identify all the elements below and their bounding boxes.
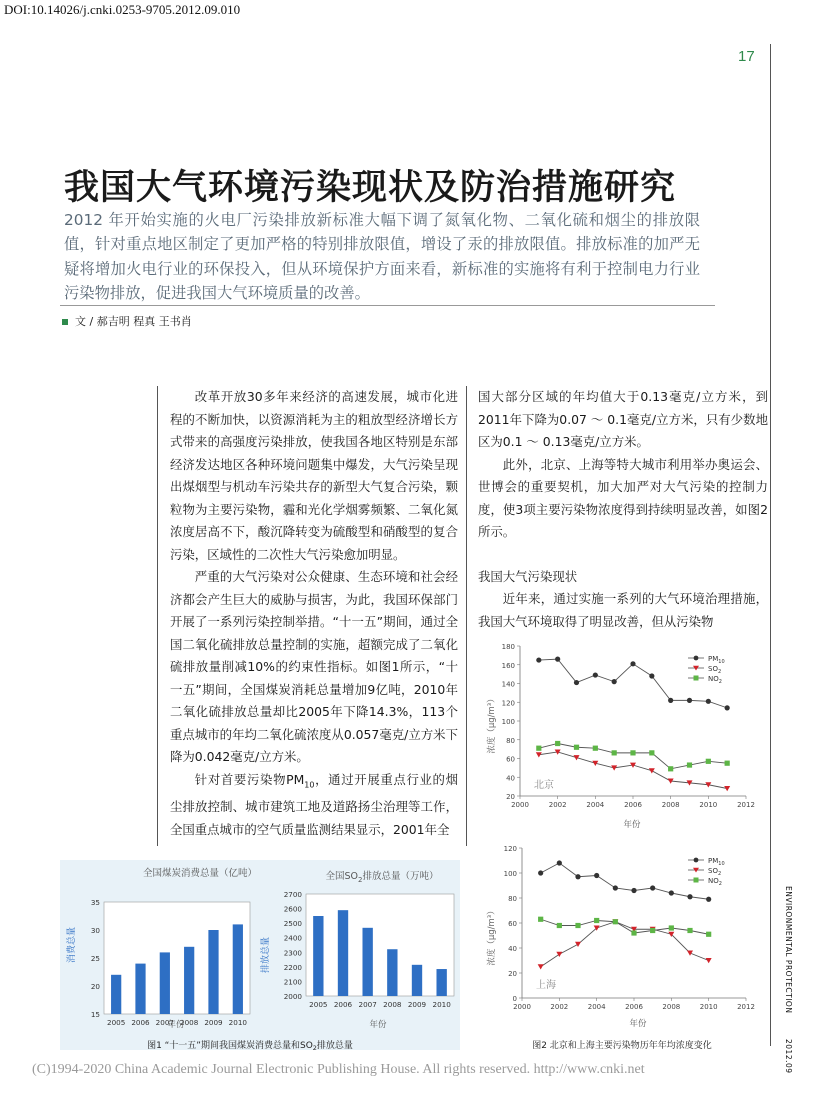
y-tick-label: 0	[512, 995, 517, 1003]
x-tick-label: 2006	[333, 1000, 353, 1009]
coal-consumption-chart	[65, 867, 257, 1030]
y-tick-label: 120	[501, 699, 515, 708]
x-tick-label: 2007	[155, 1018, 174, 1027]
title-divider	[60, 305, 715, 306]
y-tick-label: 60	[506, 755, 515, 764]
x-tick-label: 2010	[228, 1018, 247, 1027]
data-point-no2	[538, 917, 543, 922]
author-names: 文 / 郝吉明 程真 王书肖	[75, 315, 192, 328]
data-point-pm10	[706, 897, 711, 902]
data-point-no2	[687, 928, 692, 933]
so2-emission-chart	[259, 870, 454, 1030]
series-line-pm10	[539, 659, 727, 708]
data-point-pm10	[574, 680, 579, 685]
region-label: 上海	[536, 980, 556, 991]
y-tick-label: 30	[90, 926, 100, 935]
y-axis-label: 浓度（μg/m³）	[487, 906, 497, 966]
series-line-so2	[541, 922, 709, 967]
y-tick-label: 20	[508, 970, 517, 978]
y-tick-label: 20	[506, 793, 515, 801]
y-tick-label: 40	[506, 774, 515, 783]
x-tick-label: 2007	[358, 1000, 377, 1009]
data-point-pm10	[650, 885, 655, 890]
data-point-so2	[574, 755, 580, 760]
x-axis-label: 年份	[167, 1020, 185, 1030]
data-point-pm10	[612, 679, 617, 684]
data-point-so2	[575, 942, 581, 947]
y-tick-label: 20	[90, 982, 100, 991]
bar	[135, 964, 145, 1014]
y-axis-label: 消费总量	[67, 926, 77, 964]
data-point-pm10	[669, 890, 674, 895]
journal-name: ENVIRONMENTAL PROTECTION	[784, 886, 793, 1014]
data-point-pm10	[538, 870, 543, 875]
data-point-no2	[668, 766, 673, 771]
y-axis-label: 排放总量	[261, 936, 271, 974]
figure-2	[478, 636, 768, 1056]
data-point-no2	[630, 750, 635, 755]
series-line-pm10	[541, 863, 709, 899]
page-number: 17	[738, 48, 755, 65]
data-point-no2	[575, 923, 580, 928]
x-tick-label: 2000	[513, 1003, 531, 1011]
region-label: 北京	[534, 780, 554, 791]
data-point-pm10	[687, 698, 692, 703]
data-point-no2	[725, 761, 730, 766]
x-tick-label: 2012	[737, 1003, 755, 1011]
bar	[338, 910, 348, 996]
bar	[111, 975, 121, 1014]
x-tick-label: 2010	[699, 801, 718, 809]
data-point-so2	[556, 952, 562, 957]
x-tick-label: 2009	[407, 1000, 427, 1009]
data-point-pm10	[631, 888, 636, 893]
legend-label: $PM_{10}$	[708, 655, 725, 665]
legend-label: $SO_2$	[708, 867, 722, 877]
bar	[387, 949, 397, 996]
x-tick-label: 2008	[661, 801, 680, 809]
data-point-pm10	[630, 661, 635, 666]
data-point-no2	[649, 750, 654, 755]
y-tick-label: 180	[501, 643, 515, 651]
y-tick-label: 2500	[283, 919, 302, 929]
y-tick-label: 2600	[283, 904, 302, 914]
figure-2-caption: 图2 北京和上海主要污染物历年年均浓度变化	[532, 1041, 712, 1051]
column-rule-left	[157, 386, 158, 846]
y-tick-label: 2400	[283, 933, 302, 943]
data-point-no2	[594, 918, 599, 923]
data-point-so2	[611, 765, 617, 770]
data-point-so2	[687, 951, 693, 956]
x-tick-label: 2005	[309, 1000, 328, 1009]
data-point-pm10	[555, 657, 560, 662]
green-square-icon	[62, 319, 68, 325]
author-byline	[62, 313, 192, 329]
data-point-pm10	[725, 705, 730, 710]
chart-title: 全国$SO_2$排放总量（万吨）	[325, 871, 439, 884]
data-point-no2	[669, 925, 674, 930]
series-line-so2	[539, 752, 727, 789]
data-point-pm10	[613, 885, 618, 890]
data-point-no2	[574, 745, 579, 750]
x-tick-label: 2006	[131, 1018, 150, 1027]
journal-sidebar	[784, 886, 794, 1074]
x-axis-label: 年份	[623, 820, 641, 830]
x-tick-label: 2010	[432, 1000, 451, 1009]
x-tick-label: 2006	[624, 801, 642, 809]
x-tick-label: 2010	[699, 1003, 718, 1011]
x-tick-label: 2004	[586, 801, 605, 809]
data-point-pm10	[594, 873, 599, 878]
y-tick-label: 40	[508, 945, 517, 953]
plot-area	[306, 894, 454, 996]
paragraph: 近年来，通过实施一系列的大气环境治理措施，我国大气环境取得了明显改善，但从污染物	[478, 591, 768, 629]
x-tick-label: 2004	[587, 1003, 606, 1011]
paragraph: 改革开放30多年来经济的高速发展，城市化进程的不断加快，以资源消耗为主的粗放型经济增长方式带来的高强度污染排放，使我国各地区特别是东部经济发达地区各种环境问题集中爆发，大气污染呈现出煤烟型与机动车污染共存的新型大气复合污染，颗粒物为主要污染物，霾和光化学烟雾频繁、二氧化氮浓度居高不下，酸沉降转变为硫酸型和硝酸型的复合污染，区域性的二次性大气污染愈加明显。	[170, 389, 458, 562]
article-title: 我国大气环境污染现状及防治措施研究	[64, 168, 677, 208]
x-tick-label: 2012	[737, 801, 755, 809]
legend-label: $PM_{10}$	[708, 857, 725, 867]
data-point-no2	[612, 750, 617, 755]
bar	[436, 969, 446, 996]
data-point-no2	[613, 919, 618, 924]
data-point-pm10	[687, 894, 692, 899]
y-axis-label: 浓度（μg/m³）	[487, 694, 497, 754]
y-tick-label: 100	[503, 870, 517, 878]
x-tick-label: 2009	[204, 1018, 223, 1027]
y-tick-label: 120	[503, 845, 517, 853]
paragraph: 严重的大气污染对公众健康、生态环境和社会经济都会产生巨大的威胁与损害，为此，我国环保部门开展了一系列污染控制举措。“十一五”期间，通过全国二氧化硫排放总量控制的实施，超额完成了二氧化硫排放量削减10%的约束性指标。如图1所示，“十一五”期间，全国煤炭消耗总量增加9亿吨，2010年二氧化硫排放总量却比2005年下降14.3%，113个重点城市的年均二氧化硫浓度从0.057毫克/立方米下降为0.042毫克/立方米。	[170, 569, 458, 764]
x-tick-label: 2006	[625, 1003, 643, 1011]
y-tick-label: 100	[501, 718, 515, 726]
y-tick-label: 35	[90, 898, 100, 907]
x-axis-label: 年份	[629, 1019, 647, 1029]
y-tick-label: 2700	[283, 890, 302, 899]
legend-label: $SO_2$	[708, 665, 722, 675]
bar	[412, 965, 422, 996]
legend-marker-no2	[694, 878, 699, 883]
y-tick-label: 2200	[283, 962, 302, 972]
section-heading: 我国大气污染现状	[478, 568, 578, 584]
chart-title: 全国煤炭消费总量（亿吨）	[142, 868, 258, 879]
y-tick-label: 160	[501, 661, 515, 670]
legend-marker-no2	[694, 676, 699, 681]
journal-issue: 2012.09	[784, 1039, 793, 1074]
doi-label: DOI:10.14026/j.cnki.0253-9705.2012.09.010	[4, 2, 241, 17]
body-column-2	[478, 386, 768, 633]
column-rule-middle	[466, 386, 467, 846]
data-point-no2	[687, 762, 692, 767]
data-point-so2	[538, 964, 544, 969]
x-tick-label: 2000	[511, 801, 529, 809]
data-point-so2	[706, 958, 712, 963]
y-tick-label: 2100	[283, 977, 302, 987]
shanghai-chart	[486, 845, 755, 1029]
data-point-pm10	[536, 657, 541, 662]
article-abstract: 2012 年开始实施的火电厂污染排放新标准大幅下调了氮氧化物、二氧化硫和烟尘的排放限值，针对重点地区制定了更加严格的特别排放限值，增设了汞的排放限值。排放标准的加严无疑将增加火电行业的环保投入，但从环境保护方面来看，新标准的实施将有利于控制电力行业污染物排放，促进我国大气环境质量的改善。	[64, 211, 700, 302]
legend-label: $NO_2$	[708, 675, 722, 685]
legend-marker-pm10	[694, 656, 699, 661]
x-tick-label: 2002	[548, 801, 567, 809]
x-axis-label: 年份	[369, 1020, 387, 1030]
legend-label: $NO_2$	[708, 877, 722, 887]
series-line-no2	[541, 919, 709, 934]
data-point-no2	[555, 741, 560, 746]
data-point-pm10	[575, 874, 580, 879]
y-tick-label: 80	[506, 736, 515, 745]
body-column-1	[170, 386, 458, 841]
x-tick-label: 2005	[107, 1018, 126, 1027]
data-point-no2	[557, 923, 562, 928]
y-tick-label: 80	[508, 895, 517, 903]
data-point-so2	[536, 752, 542, 757]
x-tick-label: 2008	[662, 1003, 681, 1011]
data-point-no2	[706, 932, 711, 937]
data-point-pm10	[557, 860, 562, 865]
y-tick-label: 140	[501, 680, 515, 689]
figure-1	[60, 860, 460, 1055]
data-point-pm10	[593, 672, 598, 677]
right-margin-rule	[770, 44, 771, 1046]
data-point-pm10	[649, 673, 654, 678]
y-tick-label: 25	[90, 954, 100, 963]
bar	[208, 930, 218, 1014]
data-point-no2	[631, 930, 636, 935]
x-tick-label: 2002	[550, 1003, 569, 1011]
y-tick-label: 60	[508, 920, 517, 928]
bar	[362, 928, 372, 996]
data-point-pm10	[668, 698, 673, 703]
y-tick-label: 2300	[283, 948, 302, 958]
data-point-so2	[724, 786, 730, 791]
legend-marker-pm10	[694, 858, 699, 863]
bar	[160, 952, 170, 1014]
x-tick-label: 2008	[180, 1018, 199, 1027]
copyright-footer: (C)1994-2020 China Academic Journal Electronic Publishing House. All rights reserved. http://www.cnki.net	[32, 1062, 645, 1077]
bar	[184, 947, 194, 1014]
data-point-pm10	[706, 699, 711, 704]
data-point-so2	[649, 768, 655, 773]
data-point-no2	[593, 746, 598, 751]
data-point-no2	[650, 928, 655, 933]
bar	[313, 916, 323, 996]
paragraph: 此外，北京、上海等特大城市利用举办奥运会、世博会的重要契机，加大加严对大气污染的控制力度，使3项主要污染物浓度得到持续明显改善，如图2所示。	[478, 456, 768, 539]
paragraph: 国大部分区域的年均值大于0.13毫克/立方米，到2011年下降为0.07 ～ 0.1毫克/立方米，只有少数地区为0.1 ～ 0.13毫克/立方米。	[478, 389, 768, 449]
y-tick-label: 15	[90, 1010, 100, 1019]
x-tick-label: 2008	[383, 1000, 402, 1009]
beijing-chart	[486, 643, 755, 830]
paragraph: 针对首要污染物$PM_{10}$，通过开展重点行业的烟尘排放控制、城市建筑工地及道路扬尘治理等工作，全国重点城市的空气质量监测结果显示，2001年全	[170, 771, 458, 837]
plot-area	[104, 902, 250, 1014]
figure-1-caption: 图1 “十一五”期间我国煤炭消费总量和$SO_2$排放总量	[147, 1041, 353, 1052]
y-tick-label: 2000	[283, 992, 302, 1001]
bar	[233, 924, 243, 1014]
data-point-no2	[706, 759, 711, 764]
data-point-no2	[536, 746, 541, 751]
